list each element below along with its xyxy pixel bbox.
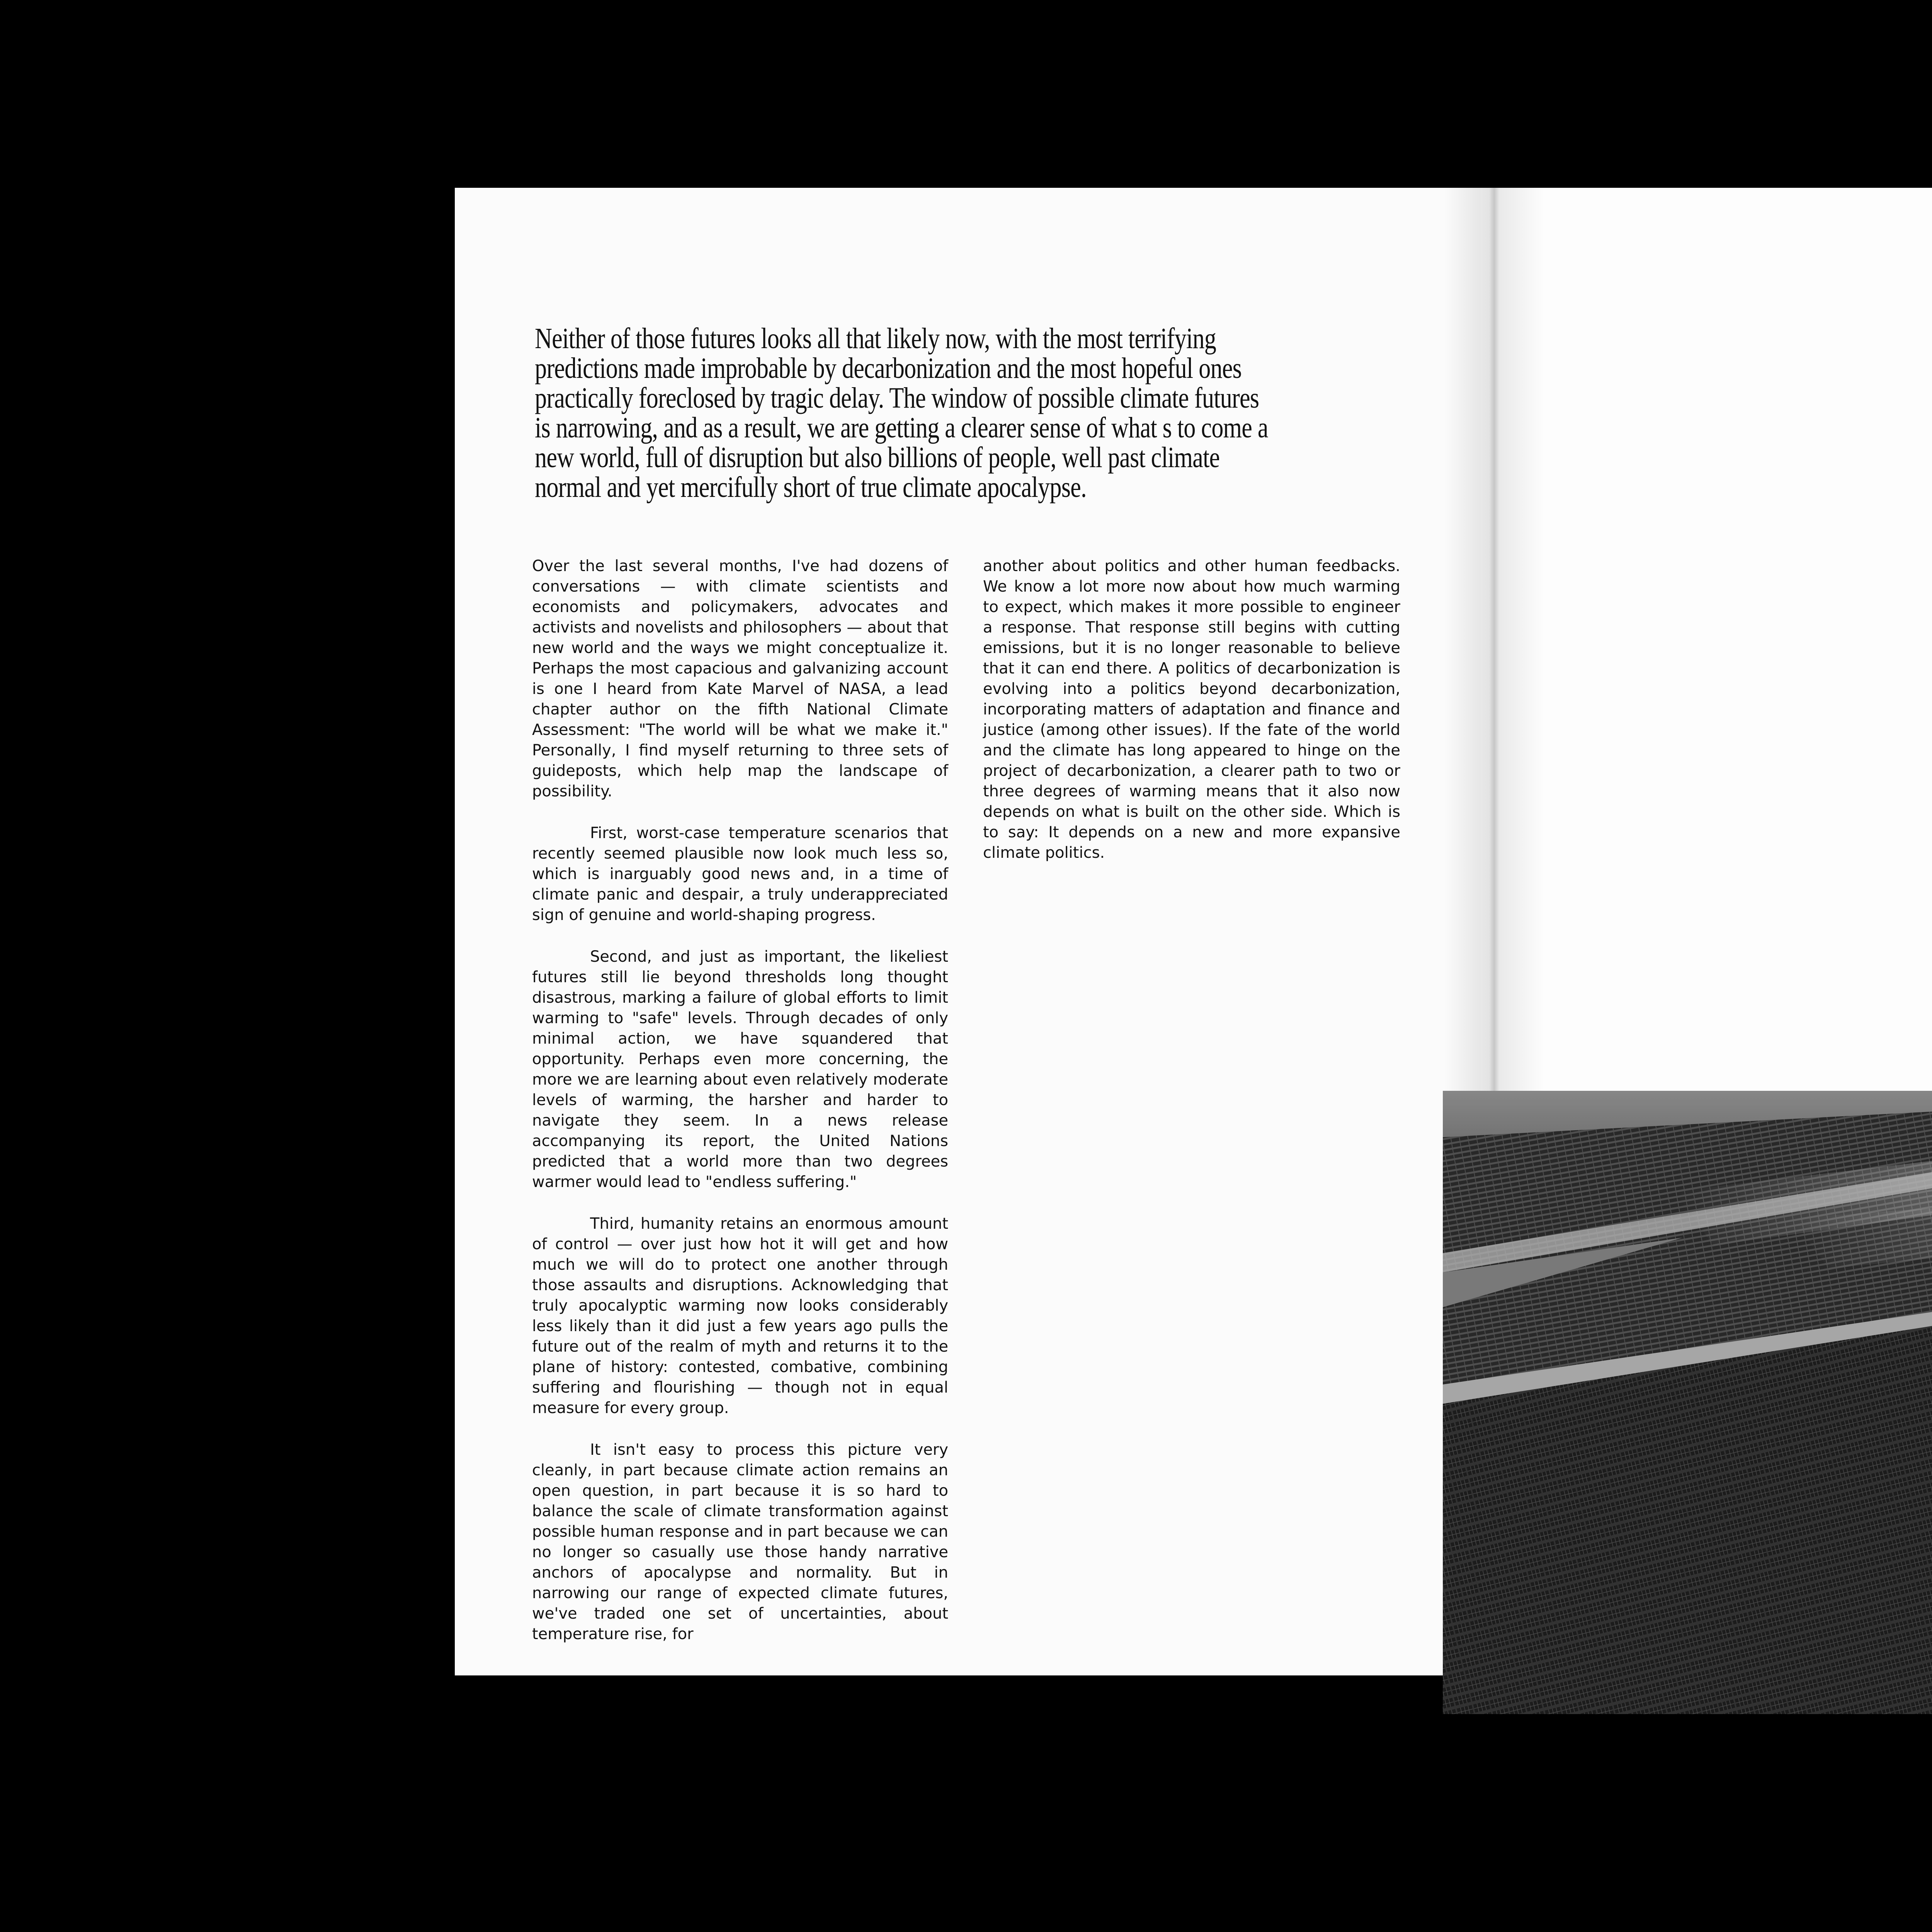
- paragraph: First, worst-case temperature scenarios that recently seemed plausible now look much less so, which is inarguably good news and, in a time of climate panic and despair, a truly underappreciated sign of genuine and world-shaping progress.: [532, 824, 948, 924]
- pull-quote: Neither of those futures looks all that likely now, with the most terrifying predictions made improbable by decarbonization and the most hopeful ones practically foreclosed by tragic delay. The window of possible climate futures is narrowing, and as a result, we are getting a clearer sense of what s to come a new world, full of disruption but also billions of people, well past climate normal and yet mercifully short of true climate apocalypse.: [535, 322, 1268, 503]
- paragraph: Third, humanity retains an enormous amount of control — over just how hot it will get and how much we will do to protect one another through those assaults and disruptions. Acknowledging that truly apocalyptic warming now looks considerably less likely than it did just a few years ago pulls the future out of the realm of myth and returns it to the plane of history: contested, combative, combining suffering and flourishing — though not in equal measure for every group.: [532, 1215, 948, 1417]
- paragraph: It isn't easy to process this picture very cleanly, in part because climate action remains an open question, in part because it is so hard to balance the scale of climate transformation against possible human response and in part because we can no longer so casually use those handy narrative anchors of apocalypse and normality. But in narrowing our range of expected climate futures, we've traded one set of uncertainties, about temperature rise, for: [532, 1441, 948, 1643]
- magazine-spread: [455, 188, 1932, 1675]
- solar-farm-image: [1443, 1091, 1932, 1714]
- text-column-1: [532, 556, 948, 1666]
- solar-farm-photo: [1443, 1091, 1932, 1714]
- paragraph: Second, and just as important, the likeliest futures still lie beyond thresholds long thought disastrous, marking a failure of global efforts to limit warming to "safe" levels. Through decades of only minimal action, we have squandered that opportunity. Perhaps even more concerning, the more we are learning about even relatively moderate levels of warming, the harsher and harder to navigate they seem. In a news release accompanying its report, the United Nations predicted that a world more than two degrees warmer would lead to "endless suffering.": [532, 948, 948, 1191]
- paragraph: Over the last several months, I've had dozens of conversations — with climate scientists and economists and policymakers, advocates and activists and novelists and philosophers — about that new world and the ways we might conceptualize it. Perhaps the most capacious and galvanizing account is one I heard from Kate Marvel of NASA, a lead chapter author on the fifth National Climate Assessment: "The world will be what we make it." Personally, I find myself returning to three sets of guideposts, which help map the landscape of possibility.: [532, 557, 948, 800]
- paragraph: another about politics and other human feedbacks. We know a lot more now about how much warming to expect, which makes it more possible to engineer a response. That response still begins with cutting emissions, but it is no longer reasonable to believe that it can end there. A politics of decarbonization is evolving into a politics beyond decarbonization, incorporating matters of adaptation and finance and justice (among other issues). If the fate of the world and the climate has long appeared to hinge on the project of decarbonization, a clearer path to two or three degrees of warming means that it also now depends on what is built on the other side. Which is to say: It depends on a new and more expansive climate politics.: [983, 557, 1400, 862]
- left-page: [455, 188, 1490, 1675]
- text-column-2: [983, 556, 1400, 884]
